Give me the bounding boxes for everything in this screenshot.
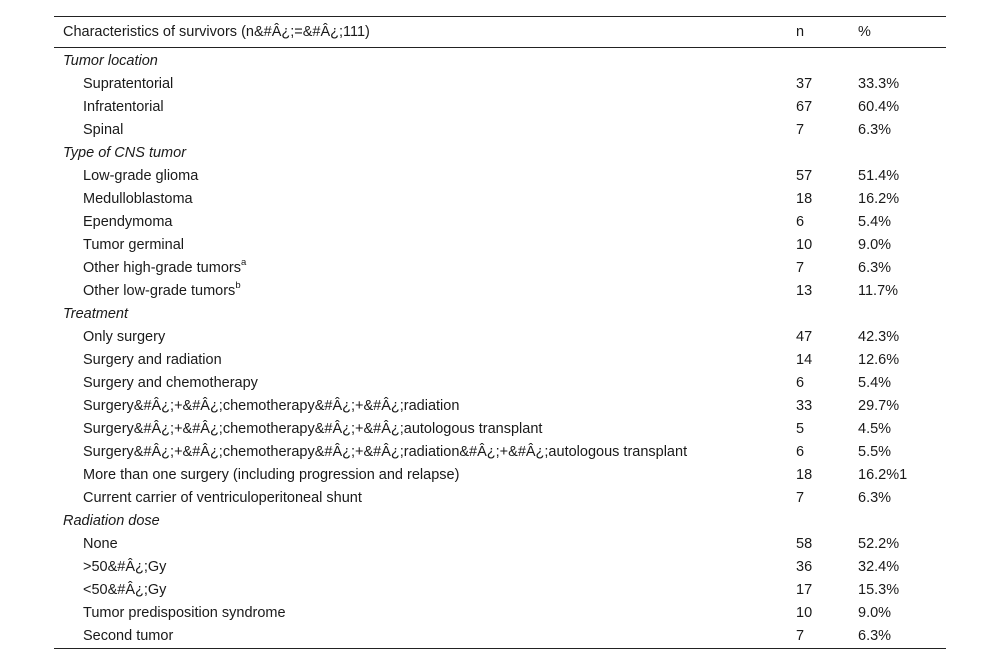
row-percent: 6.3%: [858, 122, 892, 138]
row-percent: 15.3%: [858, 582, 900, 598]
section-title: Tumor location: [63, 53, 158, 69]
row-count: 57: [796, 168, 813, 184]
row-count: 7: [796, 628, 805, 644]
row-label: Tumor predisposition syndrome: [83, 605, 286, 621]
row-label-cell: [83, 464, 459, 487]
table-row: [54, 602, 946, 625]
section-header-row: [54, 50, 946, 73]
table-row: [54, 188, 946, 211]
row-label: More than one surgery (including progression and relapse): [83, 467, 460, 483]
row-label-cell: [83, 441, 687, 464]
row-label-cell: [83, 119, 123, 142]
row-percent: 16.2%: [858, 191, 900, 207]
section-title: Radiation dose: [63, 513, 160, 529]
row-label: None: [83, 536, 118, 552]
row-count: 7: [796, 122, 805, 138]
row-count: 58: [796, 536, 813, 552]
row-label: Second tumor: [83, 628, 174, 644]
row-label-cell: [83, 280, 241, 303]
table-row: [54, 418, 946, 441]
row-label: Supratentorial: [83, 76, 174, 92]
row-percent: 6.3%: [858, 628, 892, 644]
row-label: Infratentorial: [83, 99, 164, 115]
row-label-cell: [83, 418, 542, 441]
row-label-cell: [83, 372, 258, 395]
row-count: 36: [796, 559, 813, 575]
header-characteristics: Characteristics of survivors (n&#Â¿;=&#Â¿;111): [63, 24, 370, 40]
row-count: 6: [796, 375, 805, 391]
row-label-cell: [83, 602, 286, 625]
row-percent: 6.3%: [858, 490, 892, 506]
row-count: 18: [796, 191, 813, 207]
table-row: [54, 441, 946, 464]
section-header-row: [54, 510, 946, 533]
row-label-cell: [83, 96, 164, 119]
row-count: 17: [796, 582, 813, 598]
header-percent: %: [858, 24, 871, 40]
row-count: 67: [796, 99, 813, 115]
row-label-cell: [83, 73, 173, 96]
table-row: [54, 395, 946, 418]
row-label: Surgery and chemotherapy: [83, 375, 258, 391]
row-label: Current carrier of ventriculoperitoneal shunt: [83, 490, 362, 506]
row-count: 7: [796, 260, 805, 276]
table-row: [54, 234, 946, 257]
table-row: [54, 533, 946, 556]
table-row: [54, 73, 946, 96]
row-label-cell: [83, 533, 118, 556]
row-count: 10: [796, 605, 813, 621]
row-label-cell: [83, 211, 172, 234]
row-count: 37: [796, 76, 813, 92]
row-label-cell: [83, 487, 362, 510]
row-percent: 6.3%: [858, 260, 892, 276]
table-row: [54, 326, 946, 349]
row-count: 6: [796, 444, 805, 460]
row-count: 13: [796, 283, 813, 299]
row-percent: 9.0%: [858, 605, 892, 621]
row-count: 33: [796, 398, 813, 414]
row-label: Surgery and radiation: [83, 352, 222, 368]
row-count: 14: [796, 352, 813, 368]
table-row: [54, 372, 946, 395]
row-percent: 5.4%: [858, 375, 892, 391]
section-title: Treatment: [63, 306, 129, 322]
row-count: 10: [796, 237, 813, 253]
row-count: 18: [796, 467, 813, 483]
row-percent: 32.4%: [858, 559, 900, 575]
row-percent: 60.4%: [858, 99, 900, 115]
row-percent: 51.4%: [858, 168, 900, 184]
row-label-cell: [83, 188, 193, 211]
row-label-cell: [83, 625, 173, 648]
row-label: Low-grade glioma: [83, 168, 199, 184]
table-row: [54, 487, 946, 510]
row-label-cell: [83, 579, 166, 602]
row-label-cell: [83, 257, 246, 280]
characteristics-table: [54, 16, 946, 649]
table-row: [54, 280, 946, 303]
row-percent: 42.3%: [858, 329, 900, 345]
row-label-cell: [83, 326, 165, 349]
table-row: [54, 165, 946, 188]
row-count: 5: [796, 421, 805, 437]
row-count: 6: [796, 214, 805, 230]
row-label: Surgery&#Â¿;+&#Â¿;chemotherapy&#Â¿;+&#Â¿;radiation: [83, 398, 460, 414]
table-row: [54, 257, 946, 280]
row-label: Other low-grade tumors: [83, 283, 236, 299]
table-row: [54, 119, 946, 142]
section-header-row: [54, 303, 946, 326]
row-label: Medulloblastoma: [83, 191, 193, 207]
row-percent: 5.5%: [858, 444, 892, 460]
row-percent: 9.0%: [858, 237, 892, 253]
table-row: [54, 349, 946, 372]
row-percent: 5.4%: [858, 214, 892, 230]
table-row: [54, 556, 946, 579]
row-percent: 11.7%: [858, 283, 899, 299]
table-header-row: [54, 17, 946, 48]
row-label: Ependymoma: [83, 214, 173, 230]
row-count: 7: [796, 490, 805, 506]
table-row: [54, 625, 946, 648]
row-label: Surgery&#Â¿;+&#Â¿;chemotherapy&#Â¿;+&#Â¿;radiation&#Â¿;+&#Â¿;autologous transplant: [83, 444, 688, 460]
header-n: n: [796, 24, 805, 40]
footnote-marker: a: [240, 257, 247, 269]
footnote-marker: b: [235, 280, 241, 292]
row-label: Other high-grade tumors: [83, 260, 241, 276]
row-label-cell: [83, 349, 222, 372]
row-label-cell: [83, 395, 459, 418]
row-label: <50&#Â¿;Gy: [83, 582, 167, 598]
row-percent: 52.2%: [858, 536, 900, 552]
row-count: 47: [796, 329, 813, 345]
table-row: [54, 96, 946, 119]
row-label-cell: [83, 556, 166, 579]
section-header-row: [54, 142, 946, 165]
row-label: Only surgery: [83, 329, 166, 345]
table-row: [54, 464, 946, 487]
row-percent: 29.7%: [858, 398, 900, 414]
row-percent: 33.3%: [858, 76, 900, 92]
row-percent: 16.2%1: [858, 467, 908, 483]
row-percent: 12.6%: [858, 352, 900, 368]
table-row: [54, 211, 946, 234]
row-label: Spinal: [83, 122, 124, 138]
row-label: Tumor germinal: [83, 237, 184, 253]
table-body: [54, 50, 946, 648]
row-percent: 4.5%: [858, 421, 892, 437]
row-label-cell: [83, 234, 184, 257]
row-label: Surgery&#Â¿;+&#Â¿;chemotherapy&#Â¿;+&#Â¿;autologous transplant: [83, 421, 543, 437]
row-label-cell: [83, 165, 198, 188]
section-title: Type of CNS tumor: [63, 145, 187, 161]
table-row: [54, 579, 946, 602]
row-label: >50&#Â¿;Gy: [83, 559, 167, 575]
